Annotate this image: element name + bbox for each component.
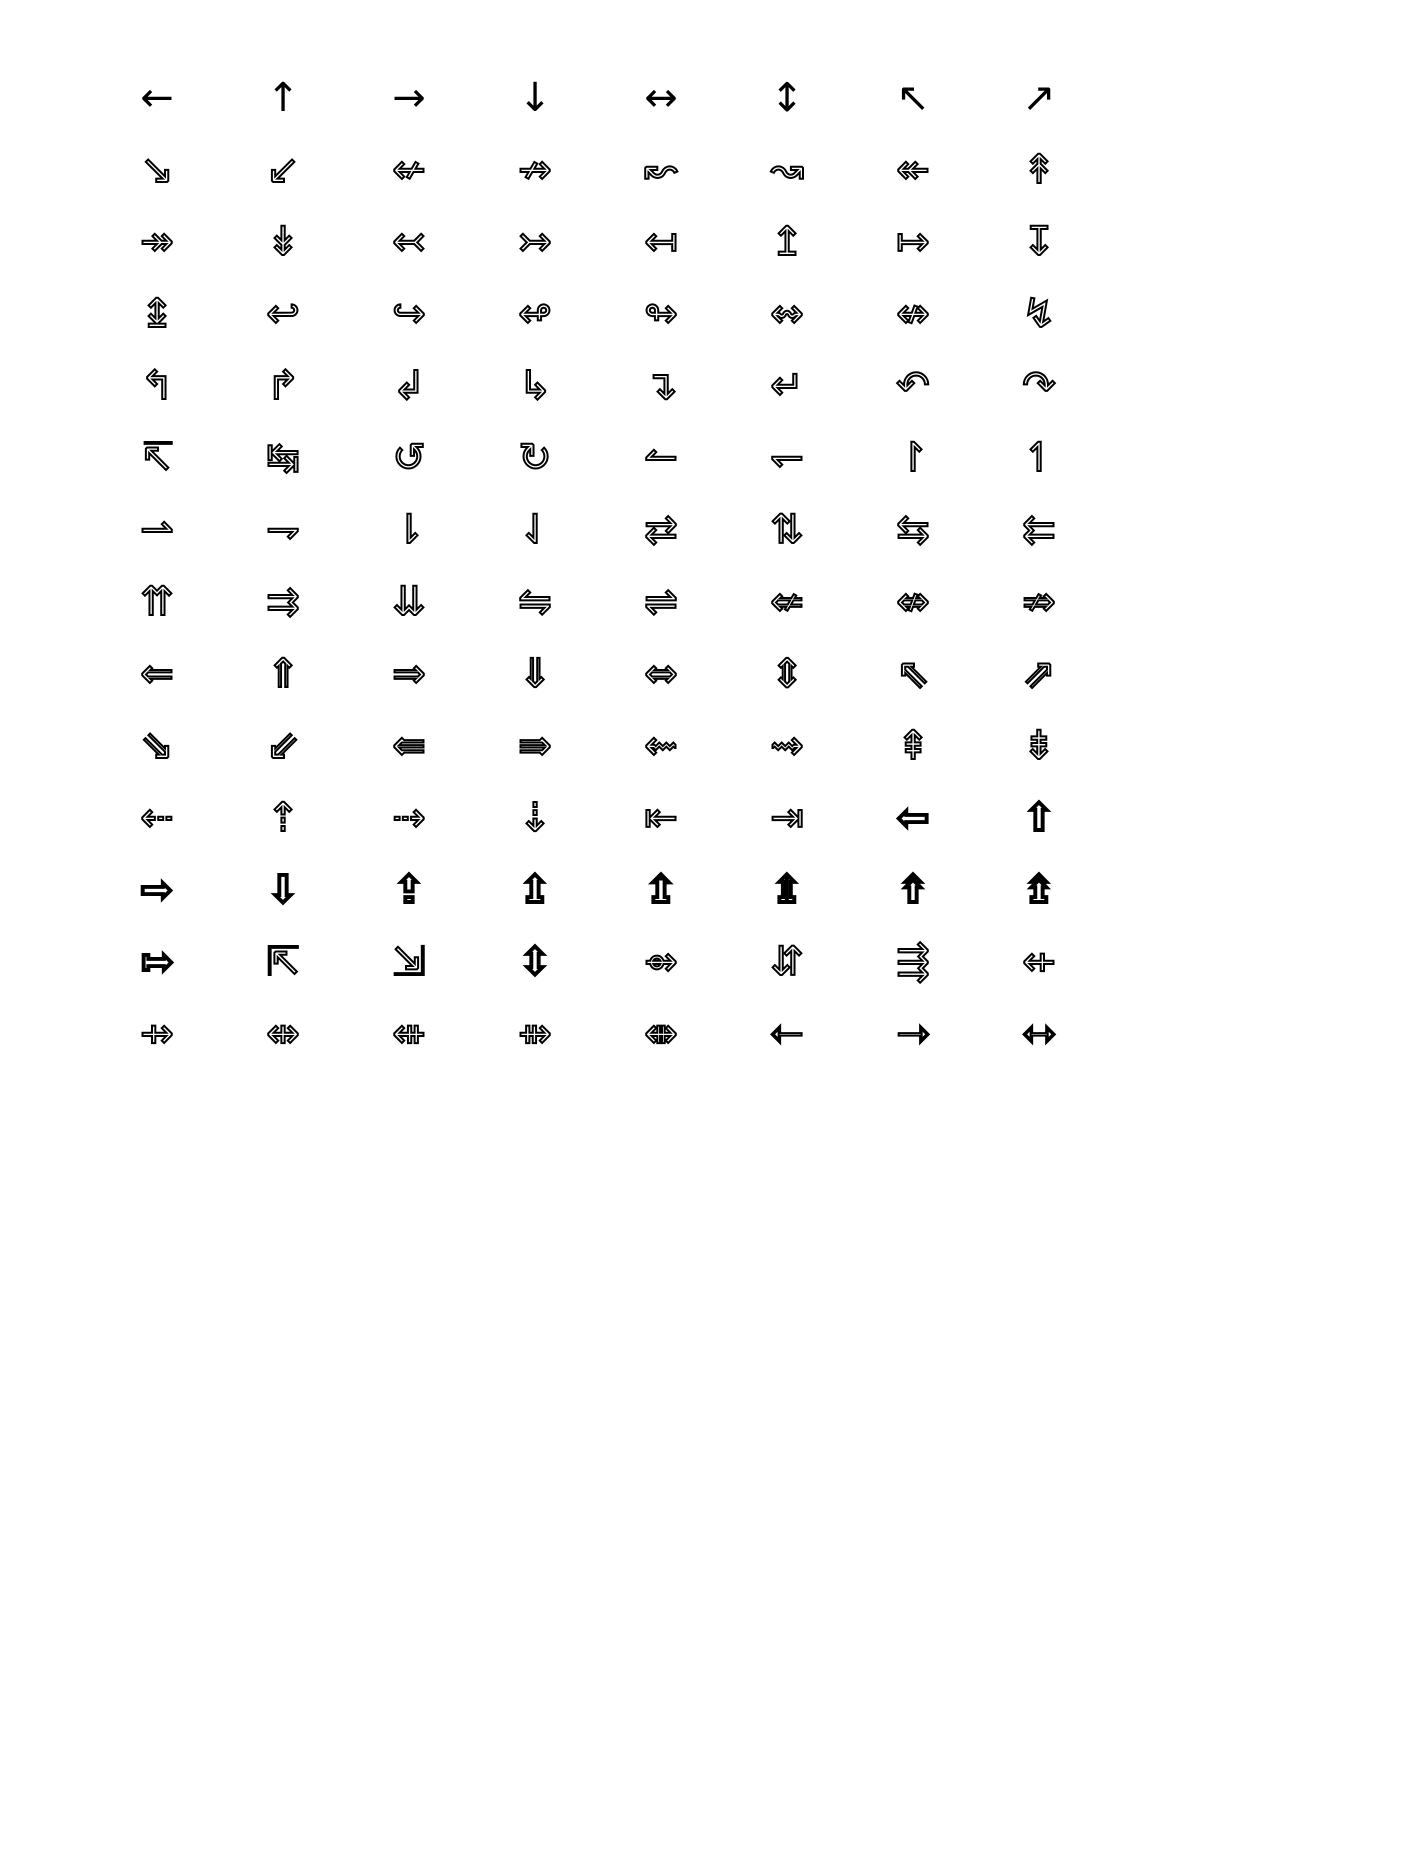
arrow-icon: ⇝ [770,723,804,769]
glyph-cell [346,638,472,710]
glyph-cell [850,62,976,134]
glyph-cell [220,710,346,782]
glyph-cell [94,638,220,710]
arrow-icon: ⇒ [392,651,426,697]
glyph-cell [220,854,346,926]
arrow-icon: ⇴ [644,939,678,985]
glyph-cell [346,422,472,494]
glyph-cell [472,710,598,782]
glyph-cell [472,278,598,350]
arrow-icon: ⇖ [896,651,930,697]
arrow-icon: ↢ [392,219,426,265]
arrow-icon: ⇋ [518,579,552,625]
arrow-icon: ⇎ [896,579,930,625]
arrow-icon: ⇍ [770,579,804,625]
glyph-cell [598,278,724,350]
glyph-cell [346,62,472,134]
glyph-cell [598,566,724,638]
arrow-icon: ⇂ [392,507,426,553]
arrow-icon: ↮ [896,291,930,337]
arrow-icon: ↙ [266,147,300,193]
glyph-cell [94,62,220,134]
arrow-icon: ⇚ [392,723,426,769]
glyph-cell [220,566,346,638]
glyph-cell [94,926,220,998]
arrow-icon: ↪ [392,291,426,337]
glyph-cell [346,206,472,278]
arrow-icon: ⇀ [140,507,174,553]
glyph-cell [850,926,976,998]
glyph-cell [724,782,850,854]
arrow-icon: ⇦ [896,795,930,841]
glyph-cell [724,134,850,206]
glyph-cell [976,782,1102,854]
arrow-icon: ↿ [1022,435,1056,481]
glyph-cell [472,134,598,206]
arrow-icon: ↔ [644,75,678,121]
glyph-cell [220,926,346,998]
glyph-cell [724,998,850,1070]
glyph-cell [724,206,850,278]
arrow-icon: ↫ [518,291,552,337]
glyph-cell [220,62,346,134]
glyph-cell [724,854,850,926]
glyph-cell [472,494,598,566]
glyph-cell [976,926,1102,998]
glyph-cell [346,998,472,1070]
glyph-cell [724,350,850,422]
glyph-cell [976,854,1102,926]
arrow-icon: ↰ [140,363,174,409]
arrow-icon: ⇬ [644,867,678,913]
arrow-icon: ⇑ [266,651,300,697]
glyph-cell [346,566,472,638]
glyph-cell [94,134,220,206]
arrow-icon: ⇘ [140,723,174,769]
arrow-icon: ↵ [770,363,804,409]
glyph-cell [220,638,346,710]
glyph-cell [472,206,598,278]
glyph-cell [850,854,976,926]
glyph-cell [976,710,1102,782]
arrow-icon: ← [140,75,174,121]
glyph-cell [850,638,976,710]
glyph-cell [724,494,850,566]
glyph-cell [94,998,220,1070]
arrow-icon: ↜ [644,147,678,193]
arrow-icon: ↝ [770,147,804,193]
arrow-icon: ⇲ [392,939,426,985]
arrow-icon: ⇗ [1022,651,1056,697]
arrow-icon: ↤ [644,219,678,265]
glyph-cell [346,278,472,350]
arrow-icon: ⇛ [518,723,552,769]
arrow-icon: ⇷ [1022,939,1056,985]
arrow-icon: → [392,75,426,121]
glyph-cell [472,62,598,134]
glyph-cell [472,566,598,638]
glyph-cell [220,998,346,1070]
glyph-cell [94,278,220,350]
arrow-icon: ↗ [1022,75,1056,121]
glyph-cell [976,134,1102,206]
glyph-cell [850,782,976,854]
arrow-icon: ⇣ [518,795,552,841]
arrow-icon: ⇠ [140,795,174,841]
arrow-icon: ⇮ [896,867,930,913]
glyph-cell [598,782,724,854]
glyph-cell [94,206,220,278]
glyph-cell [220,134,346,206]
glyph-cell [724,566,850,638]
arrow-icon: ⇶ [896,939,930,985]
glyph-cell [724,278,850,350]
glyph-cell [724,422,850,494]
arrow-icon: ↥ [770,219,804,265]
glyph-cell [598,998,724,1070]
arrow-icon: ↬ [644,291,678,337]
glyph-cell [598,638,724,710]
glyph-cell [220,494,346,566]
arrow-icon: ↨ [140,291,174,337]
glyph-cell [850,710,976,782]
arrow-icon: ⇤ [644,795,678,841]
glyph-cell [724,62,850,134]
glyph-cell [976,206,1102,278]
arrow-icon: ↺ [392,435,426,481]
glyph-cell [850,350,976,422]
arrow-icon: ⇽ [770,1011,804,1057]
arrow-icon: ↻ [518,435,552,481]
arrow-icon: ⇌ [644,579,678,625]
arrow-icon: ↷ [1022,363,1056,409]
glyph-cell [976,350,1102,422]
arrow-icon: ⇭ [770,867,804,913]
arrow-icon: ⇳ [518,939,552,985]
arrow-icon: ⇥ [770,795,804,841]
glyph-cell [976,638,1102,710]
glyph-cell [94,782,220,854]
glyph-cell [346,782,472,854]
arrow-icon: ↳ [518,363,552,409]
arrow-icon: ↸ [140,435,174,481]
arrow-icon: ⇟ [1022,723,1056,769]
arrow-icon: ↖ [896,75,930,121]
arrow-icon: ↱ [266,363,300,409]
glyph-cell [976,998,1102,1070]
glyph-cell [346,350,472,422]
arrow-icon: ⇯ [1022,867,1056,913]
glyph-cell [94,350,220,422]
glyph-cell [94,854,220,926]
arrow-icon: ⇾ [896,1011,930,1057]
glyph-cell [850,134,976,206]
glyph-cell [220,782,346,854]
glyph-cell [598,854,724,926]
glyph-cell [472,350,598,422]
glyph-cell [346,494,472,566]
arrow-icon: ⇹ [266,1011,300,1057]
arrow-icon: ↛ [518,147,552,193]
glyph-cell [472,926,598,998]
glyph-cell [472,422,598,494]
glyph-cell [346,854,472,926]
arrow-icon: ↧ [1022,219,1056,265]
arrow-icon: ⇧ [1022,795,1056,841]
arrow-icon: ⇩ [266,867,300,913]
glyph-cell [598,206,724,278]
glyph-cell [598,134,724,206]
glyph-cell [976,566,1102,638]
arrow-icon: ⇵ [770,939,804,985]
arrow-icon: ⇏ [1022,579,1056,625]
arrow-icon: ↦ [896,219,930,265]
arrow-icon: ↩ [266,291,300,337]
glyph-cell [850,206,976,278]
arrow-icon: ↹ [266,435,300,481]
glyph-cell [598,422,724,494]
arrow-icon: ⇪ [392,867,426,913]
arrow-glyph-grid [94,62,1102,1070]
glyph-cell [724,926,850,998]
arrow-icon: ⇐ [140,651,174,697]
arrow-icon: ⇆ [896,507,930,553]
glyph-cell [850,494,976,566]
arrow-icon: ⇡ [266,795,300,841]
arrow-icon: ↑ [266,75,300,121]
arrow-icon: ⇨ [140,867,174,913]
glyph-cell [472,854,598,926]
glyph-cell [472,638,598,710]
arrow-icon: ⇞ [896,723,930,769]
arrow-icon: ↯ [1022,291,1056,337]
arrow-icon: ↶ [896,363,930,409]
arrow-icon: ⇙ [266,723,300,769]
arrow-icon: ↓ [518,75,552,121]
glyph-cell [724,638,850,710]
arrow-icon: ⇢ [392,795,426,841]
glyph-cell [220,206,346,278]
arrow-icon: ⇺ [392,1011,426,1057]
glyph-cell [724,710,850,782]
arrow-icon: ↟ [1022,147,1056,193]
arrow-icon: ⇰ [140,939,174,985]
arrow-icon: ↾ [896,435,930,481]
glyph-cell [94,494,220,566]
arrow-icon: ↕ [770,75,804,121]
glyph-cell [598,350,724,422]
arrow-icon: ⇼ [644,1011,678,1057]
glyph-cell [976,494,1102,566]
arrow-icon: ⇕ [770,651,804,697]
arrow-icon: ↴ [644,363,678,409]
glyph-cell [94,710,220,782]
arrow-icon: ↚ [392,147,426,193]
glyph-cell [472,782,598,854]
arrow-icon: ⇱ [266,939,300,985]
glyph-cell [598,62,724,134]
glyph-cell [976,422,1102,494]
glyph-cell [598,926,724,998]
arrow-icon: ⇈ [140,579,174,625]
glyph-cell [220,350,346,422]
arrow-icon: ↣ [518,219,552,265]
arrow-icon: ↲ [392,363,426,409]
glyph-cell [472,998,598,1070]
glyph-cell [850,422,976,494]
arrow-icon: ⇇ [1022,507,1056,553]
arrow-icon: ⇄ [644,507,678,553]
arrow-icon: ↽ [770,435,804,481]
glyph-cell [598,710,724,782]
arrow-icon: ⇉ [266,579,300,625]
arrow-icon: ⇃ [518,507,552,553]
glyph-cell [598,494,724,566]
arrow-icon: ↡ [266,219,300,265]
glyph-cell [976,278,1102,350]
arrow-icon: ⇓ [518,651,552,697]
glyph-cell [346,926,472,998]
arrow-icon: ⇫ [518,867,552,913]
glyph-cell [220,422,346,494]
glyph-cell [220,278,346,350]
glyph-cell [850,278,976,350]
arrow-icon: ↭ [770,291,804,337]
arrow-icon: ↘ [140,147,174,193]
arrow-icon: ↼ [644,435,678,481]
arrow-icon: ⇜ [644,723,678,769]
arrow-icon: ⇿ [1022,1011,1056,1057]
glyph-cell [850,998,976,1070]
arrow-icon: ⇁ [266,507,300,553]
arrow-icon: ⇻ [518,1011,552,1057]
arrow-icon: ⇔ [644,651,678,697]
glyph-cell [850,566,976,638]
glyph-cell [976,62,1102,134]
arrow-icon: ↞ [896,147,930,193]
arrow-icon: ⇸ [140,1011,174,1057]
glyph-cell [94,422,220,494]
arrow-icon: ⇅ [770,507,804,553]
arrow-icon: ↠ [140,219,174,265]
glyph-cell [346,134,472,206]
glyph-cell [94,566,220,638]
arrow-icon: ⇊ [392,579,426,625]
glyph-cell [346,710,472,782]
